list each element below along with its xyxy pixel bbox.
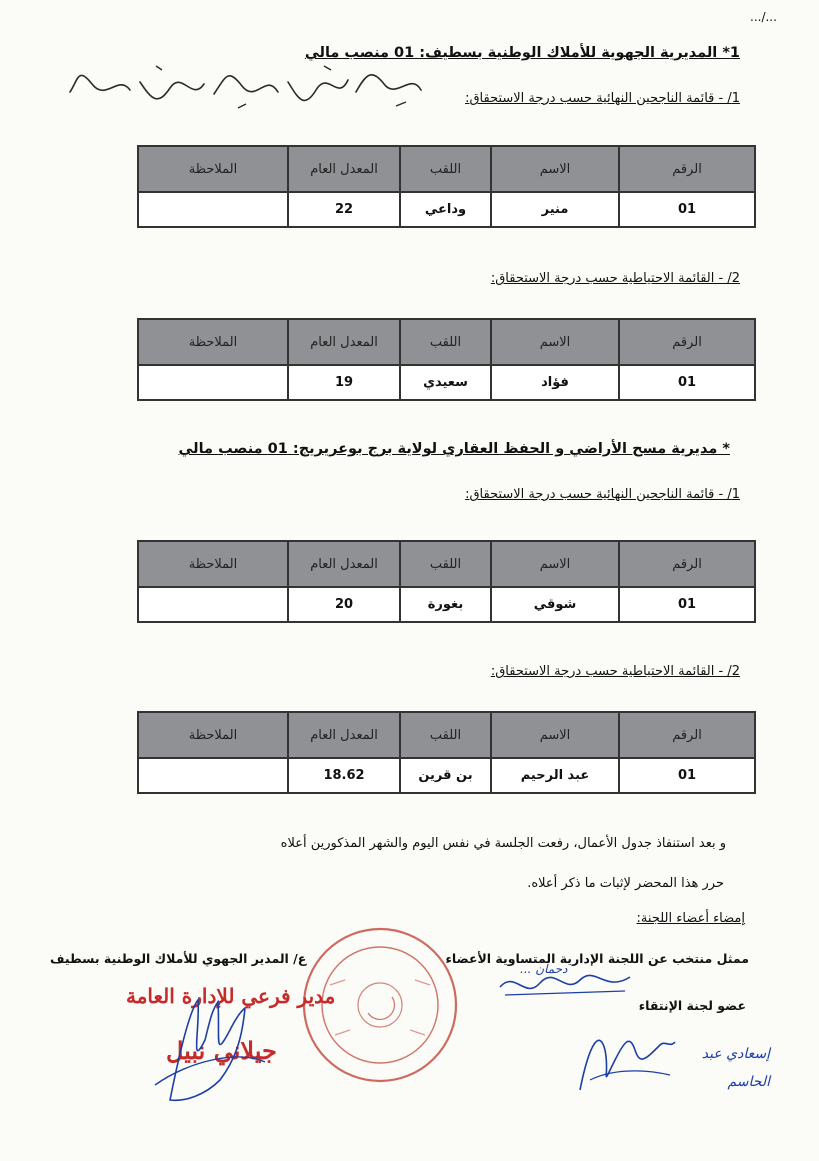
section1-heading-text: 1* المديرية الجهوية للأملاك الوطنية بسطيف: <box>419 45 740 61</box>
cell-average: 20 <box>288 587 400 622</box>
header-number: الرقم <box>619 146 755 192</box>
cell-remark <box>138 365 288 400</box>
committee-signatures-label: إمضاء أعضاء اللجنة: <box>636 911 745 926</box>
section1-reserve-table <box>137 318 756 401</box>
section2-reserve-list-label: 2/ - القائمة الاحتياطية حسب درجة الاستحقاق: <box>490 664 740 679</box>
regional-director-title: ع/ المدير الجهوي للأملاك الوطنية بسطيف <box>50 951 307 966</box>
handwritten-name-1: دحمان ... <box>520 962 568 976</box>
section2-heading-positions: 01 منصب مالي <box>178 441 293 457</box>
cell-first-name: منير <box>491 192 619 227</box>
table-row <box>138 365 755 400</box>
table-row <box>138 587 755 622</box>
header-last-name: اللقب <box>400 712 491 758</box>
header-first-name: الاسم <box>491 712 619 758</box>
section2-final-list-label: 1/ - قائمة الناجحين النهائية حسب درجة الاستحقاق: <box>465 487 740 502</box>
header-average: المعدل العام <box>288 712 400 758</box>
section1-final-list-label: 1/ - قائمة الناجحين النهائية حسب درجة الاستحقاق: <box>465 91 740 106</box>
cell-average: 18.62 <box>288 758 400 793</box>
section1-reserve-list-label: 2/ - القائمة الاحتياطية حسب درجة الاستحقاق: <box>490 271 740 286</box>
header-remark: الملاحظة <box>138 319 288 365</box>
cell-average: 19 <box>288 365 400 400</box>
header-number: الرقم <box>619 712 755 758</box>
header-number: الرقم <box>619 541 755 587</box>
stamp-subdirector-name: جيلاني نبيل <box>166 1036 277 1065</box>
cell-last-name: بن قرين <box>400 758 491 793</box>
header-first-name: الاسم <box>491 541 619 587</box>
handwritten-grade-note <box>66 62 436 112</box>
section1-heading-positions: 01 منصب مالي <box>304 45 420 61</box>
cell-remark <box>138 758 288 793</box>
header-average: المعدل العام <box>288 146 400 192</box>
header-first-name: الاسم <box>491 146 619 192</box>
cell-average: 22 <box>288 192 400 227</box>
official-seal <box>300 925 460 1085</box>
header-average: المعدل العام <box>288 319 400 365</box>
cell-last-name: سعيدي <box>400 365 491 400</box>
cell-remark <box>138 587 288 622</box>
cell-first-name: عبد الرحيم <box>491 758 619 793</box>
header-number: الرقم <box>619 319 755 365</box>
cell-remark <box>138 192 288 227</box>
header-last-name: اللقب <box>400 541 491 587</box>
closing-statement: و بعد استنفاذ جدول الأعمال، رفعت الجلسة في نفس اليوم والشهر المذكورين أعلاه <box>280 836 726 851</box>
cell-last-name: بغورة <box>400 587 491 622</box>
selection-committee-member-title: عضو لجنة الإنتقاء <box>638 998 746 1013</box>
header-last-name: اللقب <box>400 319 491 365</box>
stamp-subdirector-title: مدير فرعي للإدارة العامة <box>126 984 336 1008</box>
header-remark: الملاحظة <box>138 712 288 758</box>
header-last-name: اللقب <box>400 146 491 192</box>
header-remark: الملاحظة <box>138 146 288 192</box>
header-remark: الملاحظة <box>138 541 288 587</box>
section2-heading-text: * مديرية مسح الأراضي و الحفظ العقاري لولاية برج بوعريريج: <box>292 441 730 457</box>
cell-number: 01 <box>619 587 755 622</box>
cell-last-name: وداعي <box>400 192 491 227</box>
table-row <box>138 758 755 793</box>
elected-representative-title: ممثل منتخب عن اللجنة الإدارية المتساوية الأعضاء <box>445 951 749 966</box>
section1-heading <box>305 45 740 61</box>
section1-final-table <box>137 145 756 228</box>
cell-number: 01 <box>619 758 755 793</box>
header-first-name: الاسم <box>491 319 619 365</box>
director-signature <box>150 990 270 1110</box>
cell-number: 01 <box>619 192 755 227</box>
cell-number: 01 <box>619 365 755 400</box>
committee-member-signature <box>570 1020 680 1100</box>
handwritten-name-2: إسعادي عبد الحاسم <box>701 1046 770 1090</box>
header-average: المعدل العام <box>288 541 400 587</box>
page-continuation-marker: .../... <box>750 10 777 24</box>
section2-reserve-table <box>137 711 756 794</box>
section2-heading <box>178 441 730 457</box>
cell-first-name: شوقي <box>491 587 619 622</box>
section2-final-table <box>137 540 756 623</box>
cell-first-name: فؤاد <box>491 365 619 400</box>
record-statement: حرر هذا المحضر لإثبات ما ذكر أعلاه. <box>527 876 724 891</box>
table-row <box>138 192 755 227</box>
